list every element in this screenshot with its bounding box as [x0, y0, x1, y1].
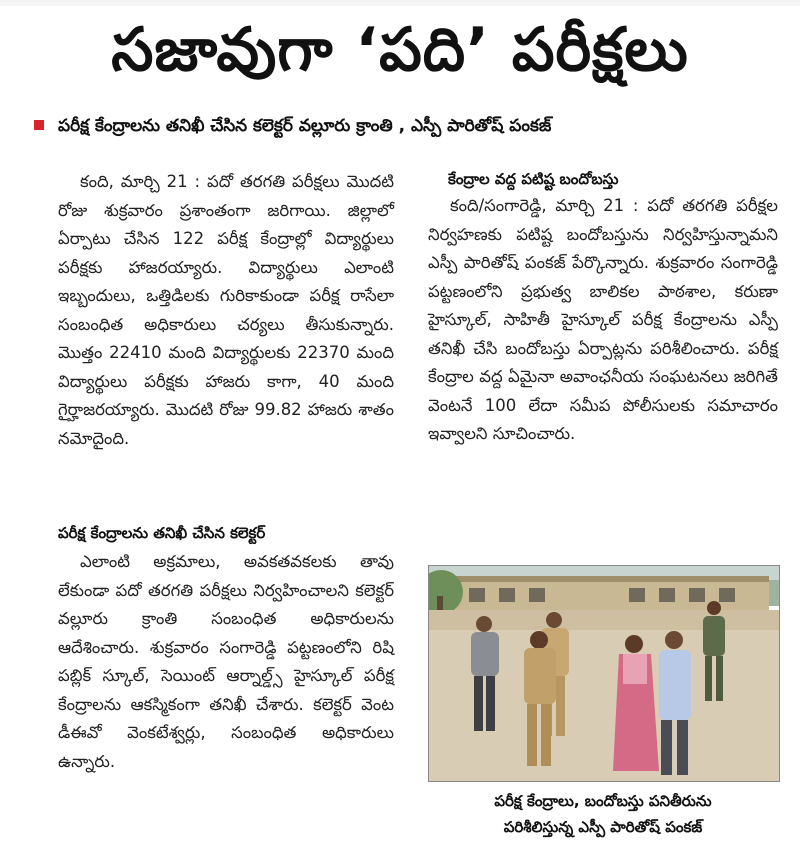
left-column-body	[58, 168, 394, 453]
photo-caption	[428, 788, 778, 840]
photo-caption-line-2: పరిశీలిస్తున్న ఎస్పీ పారితోష్ పంకజ్	[503, 818, 703, 836]
news-photo	[428, 565, 780, 782]
bullet-square-icon	[34, 120, 44, 130]
left-paragraph-2: ఎలాంటి అక్రమాలు, అవకతవకలకు తావు లేకుండా పదో తరగతి పరీక్షలు నిర్వహించాలని కలెక్టర్ వల్లూరు క్రాంతి సంబంధిత అధికారులను ఆదేశించారు. శుక్రవారం సంగారెడ్డి పట్టణంలోని రిషి పబ్లిక్ స్కూల్, సెయింట్ ఆర్నాల్డ్స్ హైస్కూల్ పరీక్ష కేంద్రాలను ఆకస్మికంగా తనిఖీ చేశారు. కలెక్టర్ వెంట డీఈవో వెంకటేశ్వర్లు, సంబంధిత అధికారులు ఉన్నారు.	[58, 552, 394, 771]
subheadline-text: పరీక్ష కేంద్రాలను తనిఖీ చేసిన కలెక్టర్ వల్లూరు క్రాంతి , ఎస్పీ పారితోష్ పంకజ్	[58, 116, 552, 136]
right-subheading: కేంద్రాల వద్ద పటిష్ట బందోబస్తు	[448, 170, 619, 188]
left-paragraph-1: కంది, మార్చి 21 : పదో తరగతి పరీక్షలు మొదటి రోజు శుక్రవారం ప్రశాంతంగా జరిగాయి. జిల్లాలో ఏర్పాటు చేసిన 122 పరీక్ష కేంద్రాల్లో విద్యార్థులు పరీక్షకు హాజరయ్యారు. విద్యార్థులు ఎలాంటి ఇబ్బందులు, ఒత్తిడిలకు గురికాకుండా పరీక్ష రాసేలా సంబంధిత అధికారులు చర్యలు తీసుకున్నారు. మొత్తం 22410 మంది విద్యార్థులకు 22370 మంది విద్యార్థులు పరీక్షకు హాజరు కాగా, 40 మంది గైర్హాజరయ్యారు. మొదటి రోజు 99.82 హాజరు శాతం నమోదైంది.	[58, 172, 394, 448]
headline: సజావుగా ‘పది’ పరీక్షలు	[111, 15, 689, 85]
right-column-body	[428, 192, 778, 449]
top-edge	[0, 0, 800, 6]
right-paragraph-1: కంది/సంగారెడ్డి, మార్చి 21 : పదో తరగతి పరీక్షల నిర్వహణకు పటిష్ట బందోబస్తును నిర్వహిస్తున్నామని ఎస్పీ పారితోష్ పంకజ్ పేర్కొన్నారు. శుక్రవారం సంగారెడ్డి పట్టణంలోని ప్రభుత్వ బాలికల పాఠశాల, కరుణా హైస్కూల్, సాహితీ హైస్కూల్ పరీక్ష కేంద్రాలను ఎస్పీ తనిఖీ చేసి బందోబస్తు ఏర్పాట్లను పరిశీలించారు. పరీక్ష కేంద్రాల వద్ద ఏమైనా అవాంఛనీయ సంఘటనలు జరిగితే వెంటనే 100 లేదా సమీప పోలీసులకు సమాచారం ఇవ్వాలని సూచించారు.	[428, 196, 778, 443]
photo-caption-line-1: పరీక్ష కేంద్రాలు, బందోబస్తు పనితీరును	[494, 792, 712, 810]
subheadline	[34, 113, 794, 139]
photo-illustration	[429, 566, 779, 781]
left-column-body-2	[58, 548, 394, 776]
left-subheading: పరీక్ష కేంద్రాలను తనిఖీ చేసిన కలెక్టర్	[58, 524, 266, 542]
